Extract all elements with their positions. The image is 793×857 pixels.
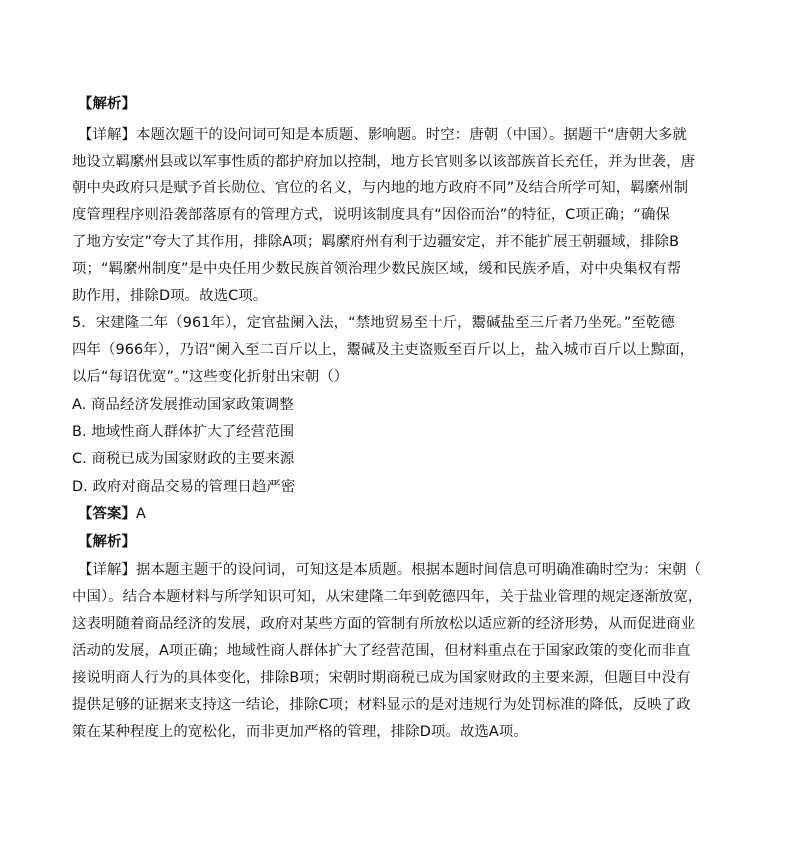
question-stem-line: 以后“每诏优宽”。”这些变化折射出宋朝（）	[72, 369, 349, 385]
detail-line: 活动的发展，A项正确；地域性商人群体扩大了经营范围，但材料重点在于国家政策的变化而非直	[72, 643, 691, 659]
detail-line: 度管理程序则沿袭部落原有的管理方式，说明该制度具有“因俗而治”的特征，C项正确；“确保	[72, 207, 670, 223]
detail-line: 中国）。结合本题材料与所学知识可知，从宋建隆二年到乾德四年，关于盐业管理的规定逐渐放宽，	[72, 589, 703, 605]
detail-line: 策在某种程度上的宽松化，而非更加严格的管理，排除D项。故选A项。	[72, 724, 528, 740]
option-a: A. 商品经济发展推动国家政策调整	[72, 397, 294, 413]
answer-label: 【答案】	[78, 506, 136, 522]
analysis-label: 【解析】	[78, 96, 136, 112]
detail-line: 【详解】据本题主题干的设问词，可知这是本质题。根据本题时间信息可明确准确时空为：宋朝（	[78, 562, 702, 578]
detail-line: 项；“羁縻州制度”是中央任用少数民族首领治理少数民族区域，缓和民族矛盾，对中央集权有帮	[72, 261, 682, 277]
detail-line: 提供足够的证据来支持这一结论，排除C项；材料显示的是对违规行为处罚标准的降低，反映了政	[72, 697, 691, 713]
option-d: D. 政府对商品交易的管理日趋严密	[72, 479, 296, 495]
detail-line: 地设立羁縻州县或以军事性质的都护府加以控制，地方长官则多以该部族首长充任，并为世袭，唐	[72, 154, 696, 170]
answer-line	[78, 504, 146, 524]
option-c: C. 商税已成为国家财政的主要来源	[72, 451, 295, 467]
answer-value: A	[135, 506, 146, 522]
detail-line: 接说明商人行为的具体变化，排除B项；宋朝时期商税已成为国家财政的主要来源，但题目中没有	[72, 670, 691, 686]
question-stem-line: 5．宋建隆二年（961年），定官盐阑入法，“禁地贸易至十斤，鬻碱盐至三斤者乃坐死。”至乾德	[72, 315, 675, 331]
detail-line: 【详解】本题次题干的设问词可知是本质题、影响题。时空：唐朝（中国）。据题干“唐朝大多就	[78, 127, 687, 143]
question-stem-line: 四年（966年），乃诏“阑入至二百斤以上，鬻碱及主吏盗贩至百斤以上，盐入城市百斤以上黥面，	[72, 342, 695, 358]
detail-line: 助作用，排除D项。故选C项。	[72, 288, 268, 304]
analysis-label: 【解析】	[78, 534, 136, 550]
detail-line: 朝中央政府只是赋予首长勋位、官位的名义，与内地的地方政府不同”及结合所学可知，羁縻州制	[72, 180, 689, 196]
detail-line: 了地方安定”夸大了其作用，排除A项；羁縻府州有利于边疆安定，并不能扩展王朝疆域，排除B	[72, 234, 680, 250]
option-b: B. 地域性商人群体扩大了经营范围	[72, 424, 295, 440]
detail-line: 这表明随着商品经济的发展，政府对某些方面的管制有所放松以适应新的经济形势，从而促进商业	[72, 616, 696, 632]
